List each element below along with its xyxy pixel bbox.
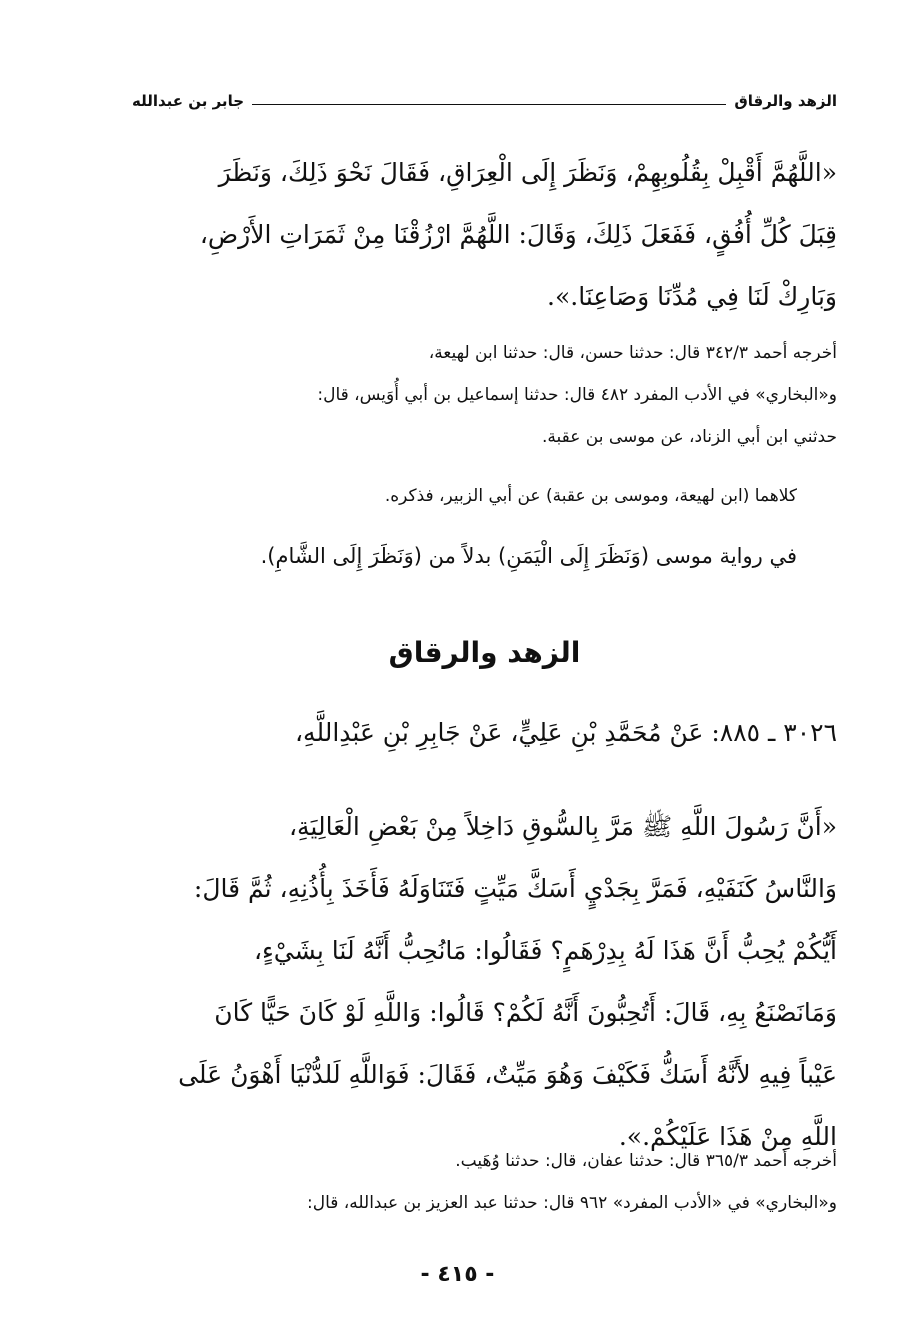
hadith2-line: «أَنَّ رَسُولَ اللَّهِ ﷺ مَرَّ بِالسُّوقِ دَاخِلاً مِنْ بَعْضِ الْعَالِيَةِ، [288,812,837,841]
hadith2-line: عَيْباً فِيهِ لأَنَّهُ أَسَكُّ فَكَيْفَ وَهُوَ مَيِّتٌ، فَقَالَ: فَوَاللَّهِ لَلدُّنْيَا أَهْوَنُ عَلَى [178,1060,837,1089]
hadith-text-2 [132,796,837,1168]
isnad-text: ٣٠٢٦ ـ ٨٨٥: عَنْ مُحَمَّدِ بْنِ عَلِيٍّ، عَنْ جَابِرِ بْنِ عَبْدِاللَّهِ، [294,718,837,747]
note1-line: كلاهما (ابن لهيعة، وموسى بن عقبة) عن أبي الزبير، فذكره. [384,486,797,506]
hadith2-line: وَمَانَصْنَعُ بِهِ، قَالَ: أَتُحِبُّونَ أَنَّهُ لَكُمْ؟ قَالُوا: وَاللَّهِ لَوْ كَانَ حَيًّا كَانَ [214,998,837,1027]
note-1 [132,476,837,516]
section-title: الزهد والرقاق [388,636,581,669]
takhrij-1 [132,332,837,458]
header-rule [252,104,726,105]
page-number: - ٤١٥ - [420,1262,495,1287]
hadith2-line: أَيُّكُمْ يُحِبُّ أَنَّ هَذَا لَهُ بِدِرْهَمٍ؟ فَقَالُوا: مَانُحِبُّ أَنَّهُ لَنَا بِشَيْءٍ، [253,936,837,965]
takhrij1-line: حدثني ابن أبي الزناد، عن موسى بن عقبة. [541,427,837,447]
hadith1-line: وَبَارِكْ لَنَا فِي مُدِّنَا وَصَاعِنَا.». [547,282,837,311]
header-narrator: جابر بن عبدالله [132,92,245,110]
header-chapter: الزهد والرقاق [734,92,837,110]
running-header [132,92,837,110]
hadith1-line: قِبَلَ كُلِّ أُفُقٍ، فَفَعَلَ ذَلِكَ، وَقَالَ: اللَّهُمَّ ارْزُقْنَا مِنْ ثَمَرَاتِ الأَرْضِ، [199,220,837,249]
takhrij2-line: و«البخاري» في «الأدب المفرد» ٩٦٢ قال: حدثنا عبد العزيز بن عبدالله، قال: [307,1193,837,1213]
hadith2-line: وَالنَّاسُ كَنَفَيْهِ، فَمَرَّ بِجَدْيٍ أَسَكَّ مَيِّتٍ فَتَنَاوَلَهُ فَأَخَذَ بِأُذُنِهِ، ثُمَّ قَالَ: [193,874,837,903]
variant-note [132,536,837,576]
hadith-text-1 [132,142,837,328]
isnad-line [132,718,837,747]
variant-line: في رواية موسى (وَنَظَرَ إِلَى الْيَمَنِ) بدلاً من (وَنَظَرَ إِلَى الشَّامِ). [260,544,797,568]
hadith1-line: «اللَّهُمَّ أَقْبِلْ بِقُلُوبِهِمْ، وَنَظَرَ إِلَى الْعِرَاقِ، فَقَالَ نَحْوَ ذَلِكَ، وَنَظَرَ [218,158,837,187]
takhrij-2 [132,1140,837,1224]
takhrij2-line: أخرجه أحمد ٣٦٥/٣ قال: حدثنا عفان، قال: حدثنا وُهَيب. [455,1151,837,1171]
hadith2-line: اللَّهِ مِنْ هَذَا عَلَيْكُمْ.». [618,1122,837,1151]
takhrij1-line: و«البخاري» في الأدب المفرد ٤٨٢ قال: حدثنا إسماعيل بن أبي أُوَيس، قال: [317,385,837,405]
takhrij1-line: أخرجه أحمد ٣٤٢/٣ قال: حدثنا حسن، قال: حدثنا ابن لهيعة، [428,343,837,363]
